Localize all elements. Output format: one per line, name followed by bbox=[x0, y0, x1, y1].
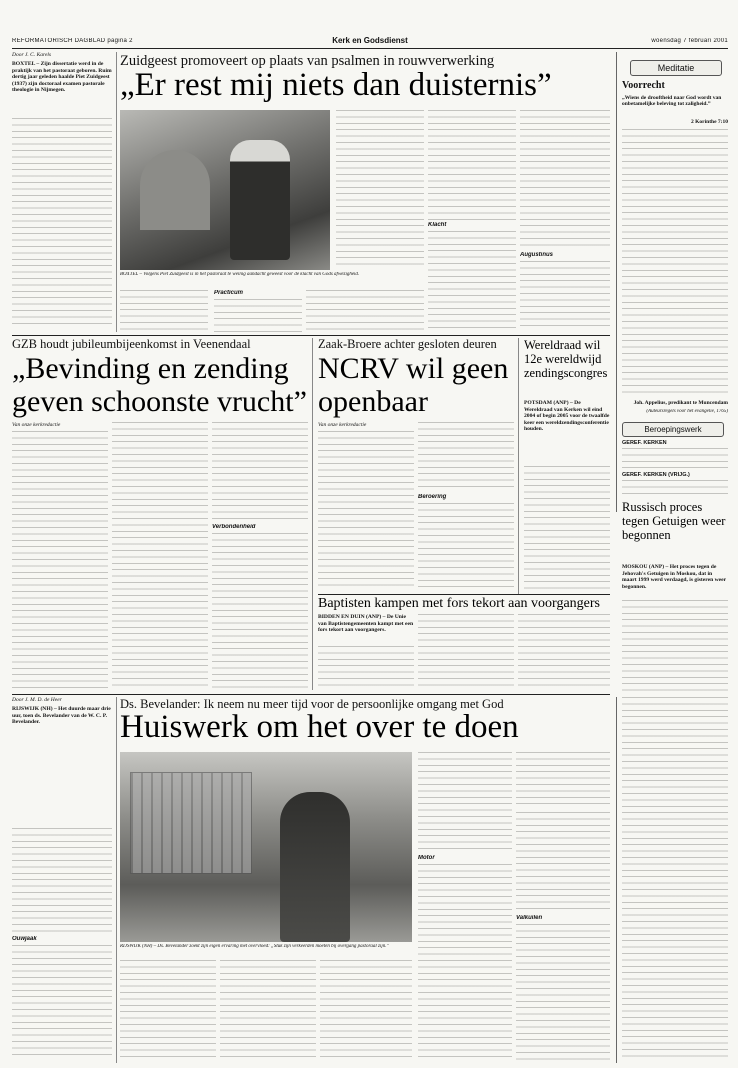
meditatie-signature: Joh. Appelius, predikant te Muncendam bbox=[633, 400, 728, 406]
article6-caption: RIJSWIJK (NH) – Ds. Bevelander zoekt zijn eigen ervaring met overvloed: „Stuk zijn verkeerden moeten bij overgang pastoraal zijn.” bbox=[120, 944, 390, 949]
article3-kicker: Zaak-Broere achter gesloten deuren bbox=[318, 337, 497, 351]
divider-2 bbox=[12, 694, 610, 695]
article6-photo bbox=[120, 752, 412, 942]
article5-body-col3 bbox=[518, 614, 610, 690]
article6-body-col1 bbox=[12, 828, 112, 934]
article1-lead: BOXTEL – Zijn dissertatie werd in de praktijk van het pastoraat geboren. Ruim dertig jaar geleden haalde Piet Zuidgeest (1937) zijn doctoraal examen pastorale theologie in Nijmegen. bbox=[12, 61, 112, 94]
article2-body-col2 bbox=[112, 422, 208, 689]
russisch-body bbox=[622, 600, 728, 694]
article6-body-col4 bbox=[320, 960, 412, 1060]
article6-body-col1b bbox=[12, 945, 112, 1060]
article1-sub-practicum: Practicum bbox=[214, 290, 244, 296]
article5-body-col1 bbox=[318, 646, 414, 690]
article3-body-col1 bbox=[318, 431, 414, 591]
article2-body-col1 bbox=[12, 431, 108, 689]
article2-body-col3b bbox=[212, 533, 308, 689]
article1-body-col4 bbox=[520, 110, 610, 250]
divider-1 bbox=[12, 335, 610, 336]
beroeping-tab: Beroepingswerk bbox=[622, 422, 724, 437]
article3-sub: Beroering bbox=[418, 494, 447, 500]
article6-body-col6 bbox=[516, 752, 610, 808]
article1-body-col7 bbox=[306, 290, 424, 332]
article1-body-col3 bbox=[428, 110, 516, 220]
article2-body-col3 bbox=[212, 422, 308, 522]
article6-body-col2 bbox=[120, 960, 216, 1060]
page-date: woensdag 7 februari 2001 bbox=[651, 38, 728, 44]
article2-headline: „Bevinding en zending geven schoonste vrucht” bbox=[12, 352, 307, 418]
article2-sub: Verbondenheid bbox=[212, 524, 256, 530]
meditatie-title: Voorrecht bbox=[622, 80, 665, 91]
article1-sub-klacht: Klacht bbox=[428, 222, 447, 228]
article2-kicker: GZB houdt jubileumbijeenkomst in Veenendaal bbox=[12, 337, 251, 351]
article6-body-col6b bbox=[516, 812, 610, 912]
article1-kicker: Zuidgeest promoveert op plaats van psalmen in rouwverwerking bbox=[120, 53, 495, 69]
meditatie-signature-note: (Auteursregels voor het evangelie, 1765) bbox=[646, 409, 728, 414]
russisch-lead: MOSKOU (ANP) – Het proces tegen de Jehovah's Getuigen in Moskou, dat in maart 1999 werd verdaagd, is gisteren weer begonnen. bbox=[622, 564, 727, 590]
article6-headline: Huiswerk om het over te doen bbox=[120, 712, 519, 745]
meditatie-ref: 2 Korinthe 7:10 bbox=[691, 119, 728, 125]
article6-body-col5 bbox=[418, 752, 512, 852]
article6-body-col3 bbox=[220, 960, 316, 1060]
article1-body-col3b bbox=[428, 231, 516, 331]
article1-body-col1 bbox=[12, 118, 112, 328]
article6-sub-valkuilen: Valkuilen bbox=[516, 915, 543, 921]
header-rule bbox=[12, 48, 728, 49]
article5-lead: BIDDEN EN DUIN (ANP) – De Unie van Baptistengemeenten kampt met een fors tekort aan voorgangers. bbox=[318, 614, 414, 634]
article4-headline: Wereldraad wil 12e wereldwijd zendingscongres bbox=[524, 338, 608, 380]
meditatie-tab: Meditatie bbox=[630, 60, 722, 76]
section-title: Kerk en Godsdienst bbox=[332, 36, 408, 45]
article6-kicker: Ds. Bevelander: Ik neem nu meer tijd voor de persoonlijke omgang met God bbox=[120, 697, 504, 711]
page-header-left: REFORMATORISCH DAGBLAD pagina 2 bbox=[12, 38, 133, 44]
article6-body-col6c bbox=[516, 924, 610, 1060]
article1-body-col2 bbox=[336, 110, 424, 270]
beroeping-item2-body bbox=[622, 480, 728, 494]
article6-sub-motor: Motor bbox=[418, 855, 435, 861]
article6-sub-ouwjaak: Ouwjaak bbox=[12, 936, 37, 942]
article1-body-col6 bbox=[214, 299, 302, 332]
article6-body-col5b bbox=[418, 864, 512, 1060]
russisch-headline: Russisch proces tegen Getuigen weer begonnen bbox=[622, 500, 726, 542]
article1-byline: Door J. C. Karels bbox=[12, 52, 52, 58]
beroeping-item1-body bbox=[622, 448, 728, 470]
beroeping-item2: GEREF. KERKEN (VRIJG.) bbox=[622, 472, 690, 478]
article1-body-col5 bbox=[120, 290, 208, 332]
article3-headline: NCRV wil geen openbaar bbox=[318, 352, 509, 418]
article1-photo bbox=[120, 110, 330, 270]
article5-body-col2 bbox=[418, 614, 514, 690]
article1-headline: „Er rest mij niets dan duisternis” bbox=[120, 70, 552, 103]
article4-lead: POTSDAM (ANP) – De Wereldraad van Kerken wil eind 2004 of begin 2005 voor de twaalfde keer een wereldzendingsconferentie houden. bbox=[524, 400, 610, 433]
meditatie-body bbox=[622, 129, 728, 397]
article3-byline: Van onze kerkredactie bbox=[318, 422, 367, 428]
article6-byline: Door J. M. D. de Heer bbox=[12, 697, 62, 703]
beroeping-item1: GEREF. KERKEN bbox=[622, 440, 667, 446]
article5-headline: Baptisten kampen met fors tekort aan voorgangers bbox=[318, 596, 600, 611]
article1-caption: BOXTEL – Volgens Piet Zuidgeest is in het pastoraat te weinig aandacht geweest voor de klacht van Gods afwezigheid. bbox=[120, 272, 360, 277]
article1-body-col4b bbox=[520, 261, 610, 331]
article1-sub-augustinus: Augustinus bbox=[520, 252, 553, 258]
meditatie-quote: „Wiens de drooftheid naar God wordt van onbetamelijke beleving tot zaligheid.” bbox=[622, 95, 722, 108]
right-column-body bbox=[622, 697, 728, 1060]
article6-lead: RIJSWIJK (NH) – Het duurde maar drie uur, toen ds. Bevelander van de W. C. P. Bevelander. bbox=[12, 706, 111, 726]
article3-body-col2b bbox=[418, 503, 514, 591]
article3-body-col2 bbox=[418, 422, 514, 492]
article2-byline: Van onze kerkredactie bbox=[12, 422, 61, 428]
article4-body bbox=[524, 466, 610, 591]
